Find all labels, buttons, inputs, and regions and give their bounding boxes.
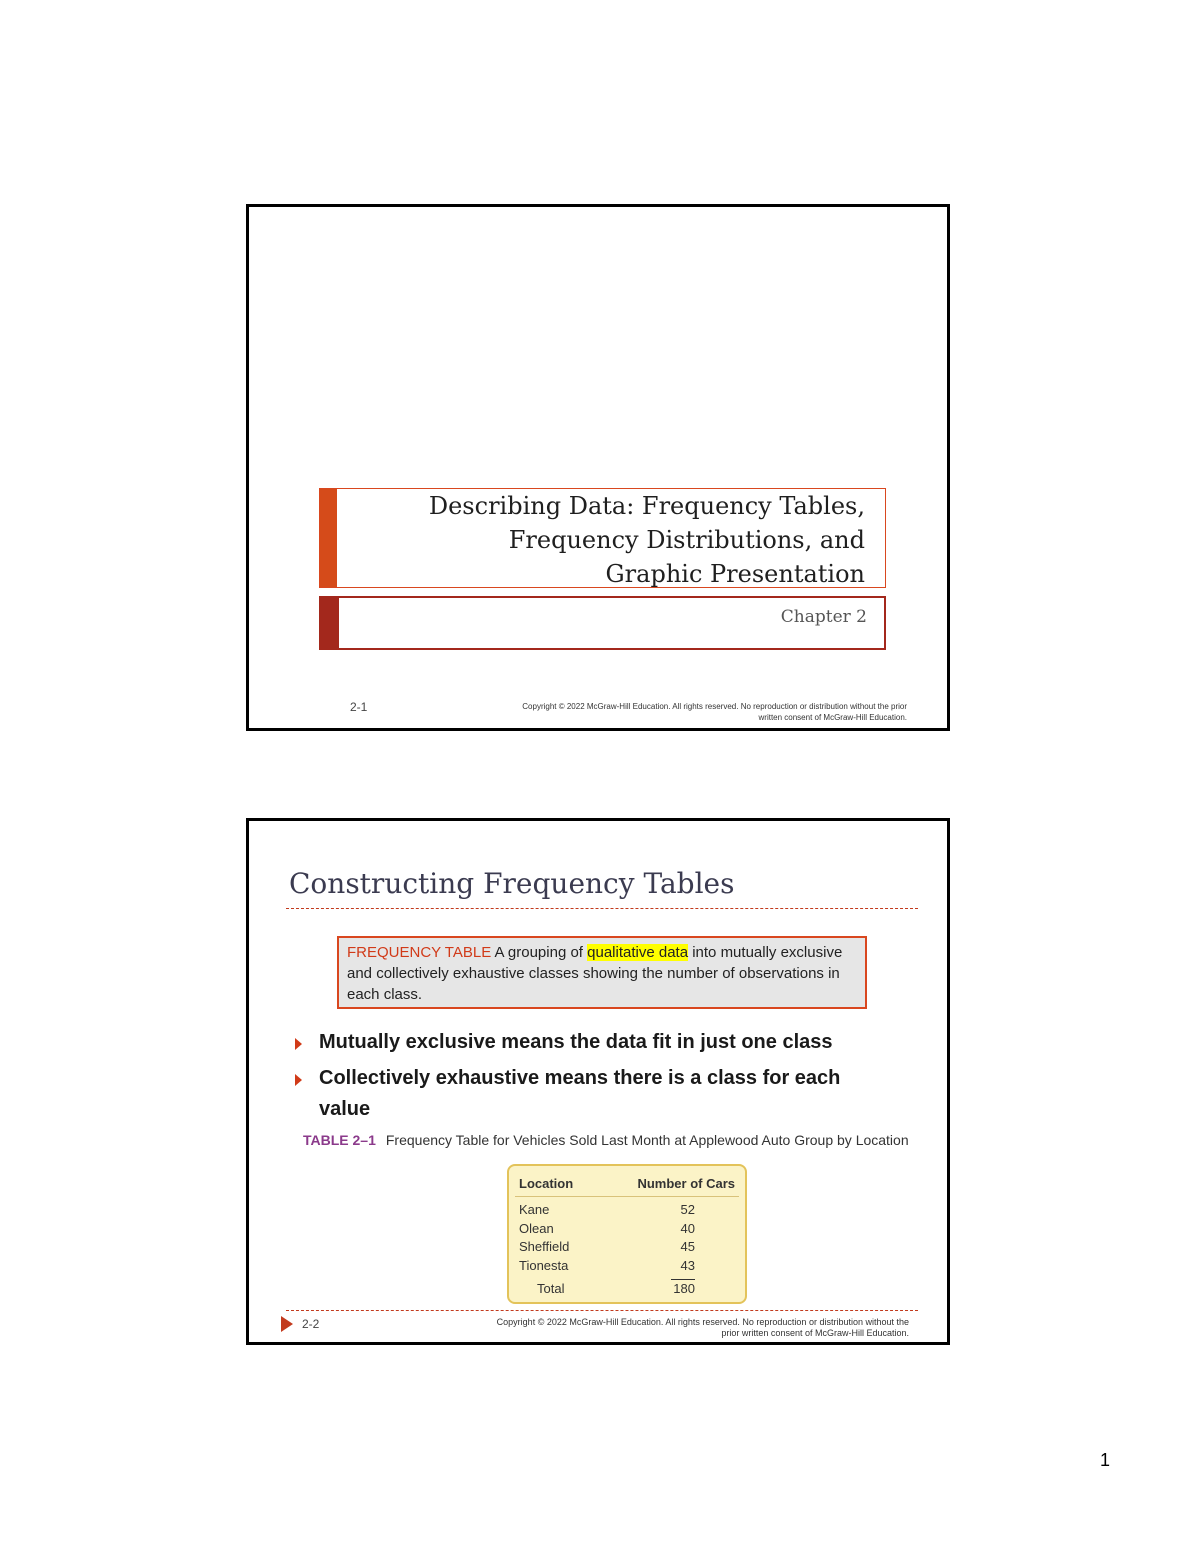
table-row: [519, 1202, 735, 1220]
frequency-table: [507, 1164, 747, 1304]
bullet-arrow-icon: [295, 1074, 302, 1086]
table-cell-cars: 52: [680, 1202, 695, 1217]
bullet-item: [295, 1027, 895, 1058]
table-row: [519, 1239, 735, 1257]
table-cell-cars: 45: [680, 1239, 695, 1254]
title-divider: [286, 908, 918, 909]
footer-divider: [286, 1310, 918, 1311]
subtitle-box: [319, 596, 886, 650]
definition-text-2: into mutually exclusive and collectively exhaustive classes showing the number of observations in each class.: [347, 944, 843, 1003]
bullet-text: Mutually exclusive means the data fit in just one class: [319, 1031, 833, 1053]
slide-title: [345, 489, 865, 591]
table-cell-cars: 40: [680, 1221, 695, 1236]
table-cell-cars: 43: [680, 1258, 695, 1273]
table-cell-location: Sheffield: [519, 1239, 570, 1254]
subtitle-accent-bar: [321, 598, 339, 648]
table-cell-location: Kane: [519, 1202, 550, 1217]
column-header-cars: Number of Cars: [637, 1176, 735, 1191]
table-row: [519, 1258, 735, 1276]
table-row: [519, 1221, 735, 1239]
table-caption: [303, 1132, 909, 1148]
bullet-arrow-icon: [295, 1038, 302, 1050]
column-header-location: Location: [519, 1176, 574, 1191]
total-rule: [671, 1279, 695, 1280]
copyright-line-2: written consent of McGraw-Hill Education.: [758, 713, 907, 722]
title-line-1: Describing Data: Frequency Tables,: [428, 492, 865, 520]
definition-box: [337, 936, 867, 1009]
slide-2: [246, 818, 950, 1345]
copyright-line-1: Copyright © 2022 McGraw-Hill Education. All rights reserved. No reproduction or distribution without the prior: [522, 702, 907, 711]
bullet-item: [295, 1063, 895, 1125]
bullet-text: Collectively exhaustive means there is a class for each value: [319, 1067, 841, 1120]
page-number: 1: [1100, 1450, 1111, 1470]
table-caption-text: Frequency Table for Vehicles Sold Last Month at Applewood Auto Group by Location: [385, 1132, 909, 1148]
title-box: [319, 488, 886, 588]
definition-highlight: qualitative data: [587, 944, 689, 961]
total-value: 180: [673, 1281, 695, 1296]
copyright-line-2: prior written consent of McGraw-Hill Education.: [721, 1328, 909, 1338]
definition-text-1: A grouping of: [491, 944, 588, 961]
header-divider: [515, 1196, 739, 1197]
title-accent-bar: [320, 489, 337, 587]
total-label: Total: [537, 1281, 565, 1296]
slide-number: 2-1: [350, 700, 368, 714]
slide-number: 2-2: [302, 1317, 320, 1331]
table-total-row: [519, 1281, 735, 1299]
copyright: [522, 701, 907, 723]
title-line-2: Frequency Distributions, and: [508, 526, 865, 554]
definition-term: FREQUENCY TABLE: [347, 944, 492, 961]
table-label: TABLE 2–1: [303, 1132, 376, 1148]
table-cell-location: Olean: [519, 1221, 554, 1236]
copyright: [497, 1317, 909, 1339]
subtitle: Chapter 2: [780, 607, 867, 627]
copyright-line-1: Copyright © 2022 McGraw-Hill Education. All rights reserved. No reproduction or distribution without the: [496, 1317, 909, 1327]
table-cell-location: Tionesta: [519, 1258, 569, 1273]
footer-arrow-icon: [281, 1316, 293, 1332]
slide-title: Constructing Frequency Tables: [289, 867, 735, 900]
title-line-3: Graphic Presentation: [605, 560, 865, 588]
slide-1: [246, 204, 950, 731]
